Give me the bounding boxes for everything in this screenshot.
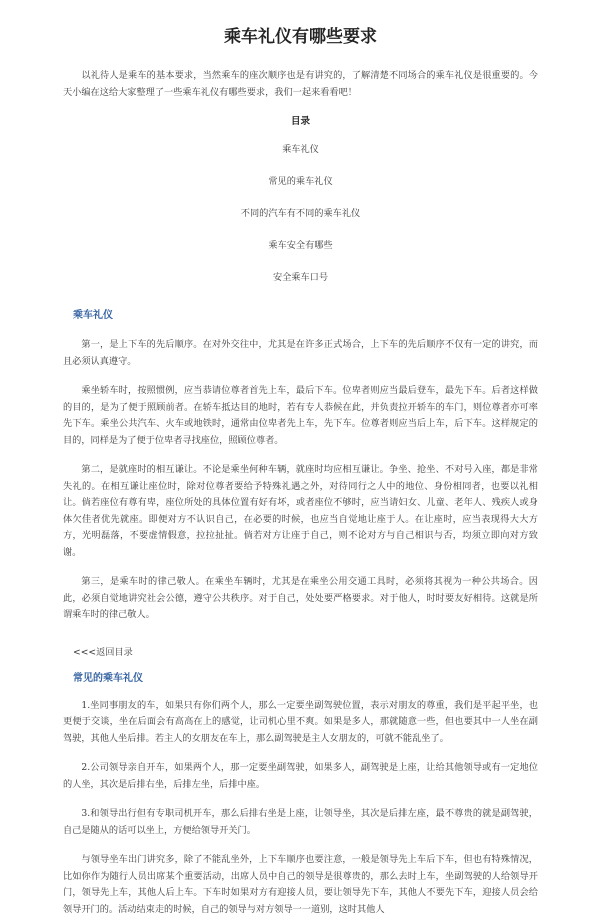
paragraph: 3.和领导出行但有专职司机开车，那么后排右坐是上座，让领导坐，其次是后排左座，最不尊贵的就是副驾驶，自己是随从的话可以坐上，方便给领导开关门。 — [63, 808, 538, 836]
section-heading-common-etiquette: 常见的乘车礼仪 — [73, 672, 143, 684]
paragraph: 1.坐同事朋友的车，如果只有你们两个人，那么一定要坐副驾驶位置，表示对朋友的尊重，我们是平起平坐，也更便于交谈，坐在后面会有高高在上的感觉，让司机心里不爽。如果是多人，那就随意一些，但也要其中一人坐在副驾驶，其他人坐后排。若主人的女朋友在车上，那么副驾驶是主人女朋友的，可就不能乱坐了。 — [63, 699, 538, 744]
toc-title: 目录 — [290, 116, 310, 127]
table-of-contents — [63, 143, 538, 285]
toc-link-etiquette[interactable]: 乘车礼仪 — [282, 144, 319, 155]
back-to-toc-link[interactable]: <<<返回目录 — [73, 646, 133, 658]
paragraph: 第三，是乘车时的律己敬人。在乘坐车辆时，尤其是在乘坐公用交通工具时，必须将其视为一种公共场合。因此，必须自觉地讲究社会公德，遵守公共秩序。对于自己，处处要严格要求。对于他人，时时要友好相待。这就是所谓乘车时的律己敬人。 — [63, 576, 538, 620]
paragraph: 第二，是就座时的相互谦让。不论是乘坐何种车辆，就座时均应相互谦让。争坐、抢坐、不对号入座，都是非常失礼的。在相互谦让座位时，除对位尊者要给予特殊礼遇之外，对待同行之人中的地位、身份相同者，也要以礼相让。倘若座位有尊有卑，座位所处的具体位置有好有坏，或者座位不够时，应当请妇女、儿童、老年人、残疾人或身体欠佳者优先就座。即便对方不认识自己，在必要的时候，也应当自觉地让座于人。在让座时，应当表现得大大方方，光明磊落，不要虚情假意，拉拉扯扯。倘若对方让座于自己，则不论对方与自己相识与否，均须立即向对方致谢。 — [63, 464, 538, 558]
toc-link-car-types[interactable]: 不同的汽车有不同的乘车礼仪 — [240, 208, 361, 219]
paragraph: 乘坐轿车时，按照惯例，应当恭请位尊者首先上车，最后下车。位卑者则应当最后登车，最先下车。后者这样做的目的，是为了便于照顾前者。在轿车抵达目的地时，若有专人恭候在此，并负责拉开轿车的车门，则位尊者亦可率先下车。乘坐公共汽车、火车或地铁时，通常由位卑者先上车，先下车。位尊者则应当后上车，后下车。这样规定的目的，同样是为了便于位卑者寻找座位，照顾位尊者。 — [63, 385, 538, 446]
page-title: 乘车礼仪有哪些要求 — [224, 27, 377, 47]
paragraph: 第一，是上下车的先后顺序。在对外交往中，尤其是在许多正式场合，上下车的先后顺序不仅有一定的讲究，而且必须认真遵守。 — [63, 339, 538, 367]
toc-link-slogans[interactable]: 安全乘车口号 — [272, 272, 329, 283]
toc-link-common-etiquette[interactable]: 常见的乘车礼仪 — [268, 176, 333, 187]
toc-link-safety[interactable]: 乘车安全有哪些 — [268, 240, 333, 251]
section-heading-etiquette: 乘车礼仪 — [73, 310, 113, 321]
intro-paragraph: 以礼待人是乘车的基本要求，当然乘车的座次顺序也是有讲究的，了解清楚不同场合的乘车礼仪是很重要的。今天小编在这给大家整理了一些乘车礼仪有哪些要求，我们一起来看看吧！ — [63, 70, 538, 98]
paragraph: 2.公司领导亲自开车，如果两个人，那一定要坐副驾驶，如果多人，副驾驶是上座，让给其他领导或有一定地位的人坐，其次是后排右坐，后排左坐，后排中座。 — [63, 762, 538, 790]
paragraph: 与领导坐车出门讲究多，除了不能乱坐外，上下车顺序也要注意，一般是领导先上车后下车，但也有特殊情况，比如你作为随行人员出席某个重要活动，出席人员中自己的领导是很尊贵的，那么去时上车，坐副驾驶的人给领导开门，领导先上车，其他人后上车。下车时如果对方有迎接人员，要让领导先下车，其他人不要先下车，迎接人员会给领导开门的。活动结束走的时候，自己的领导与对方领导一一道别，这时其他人 — [63, 854, 538, 915]
